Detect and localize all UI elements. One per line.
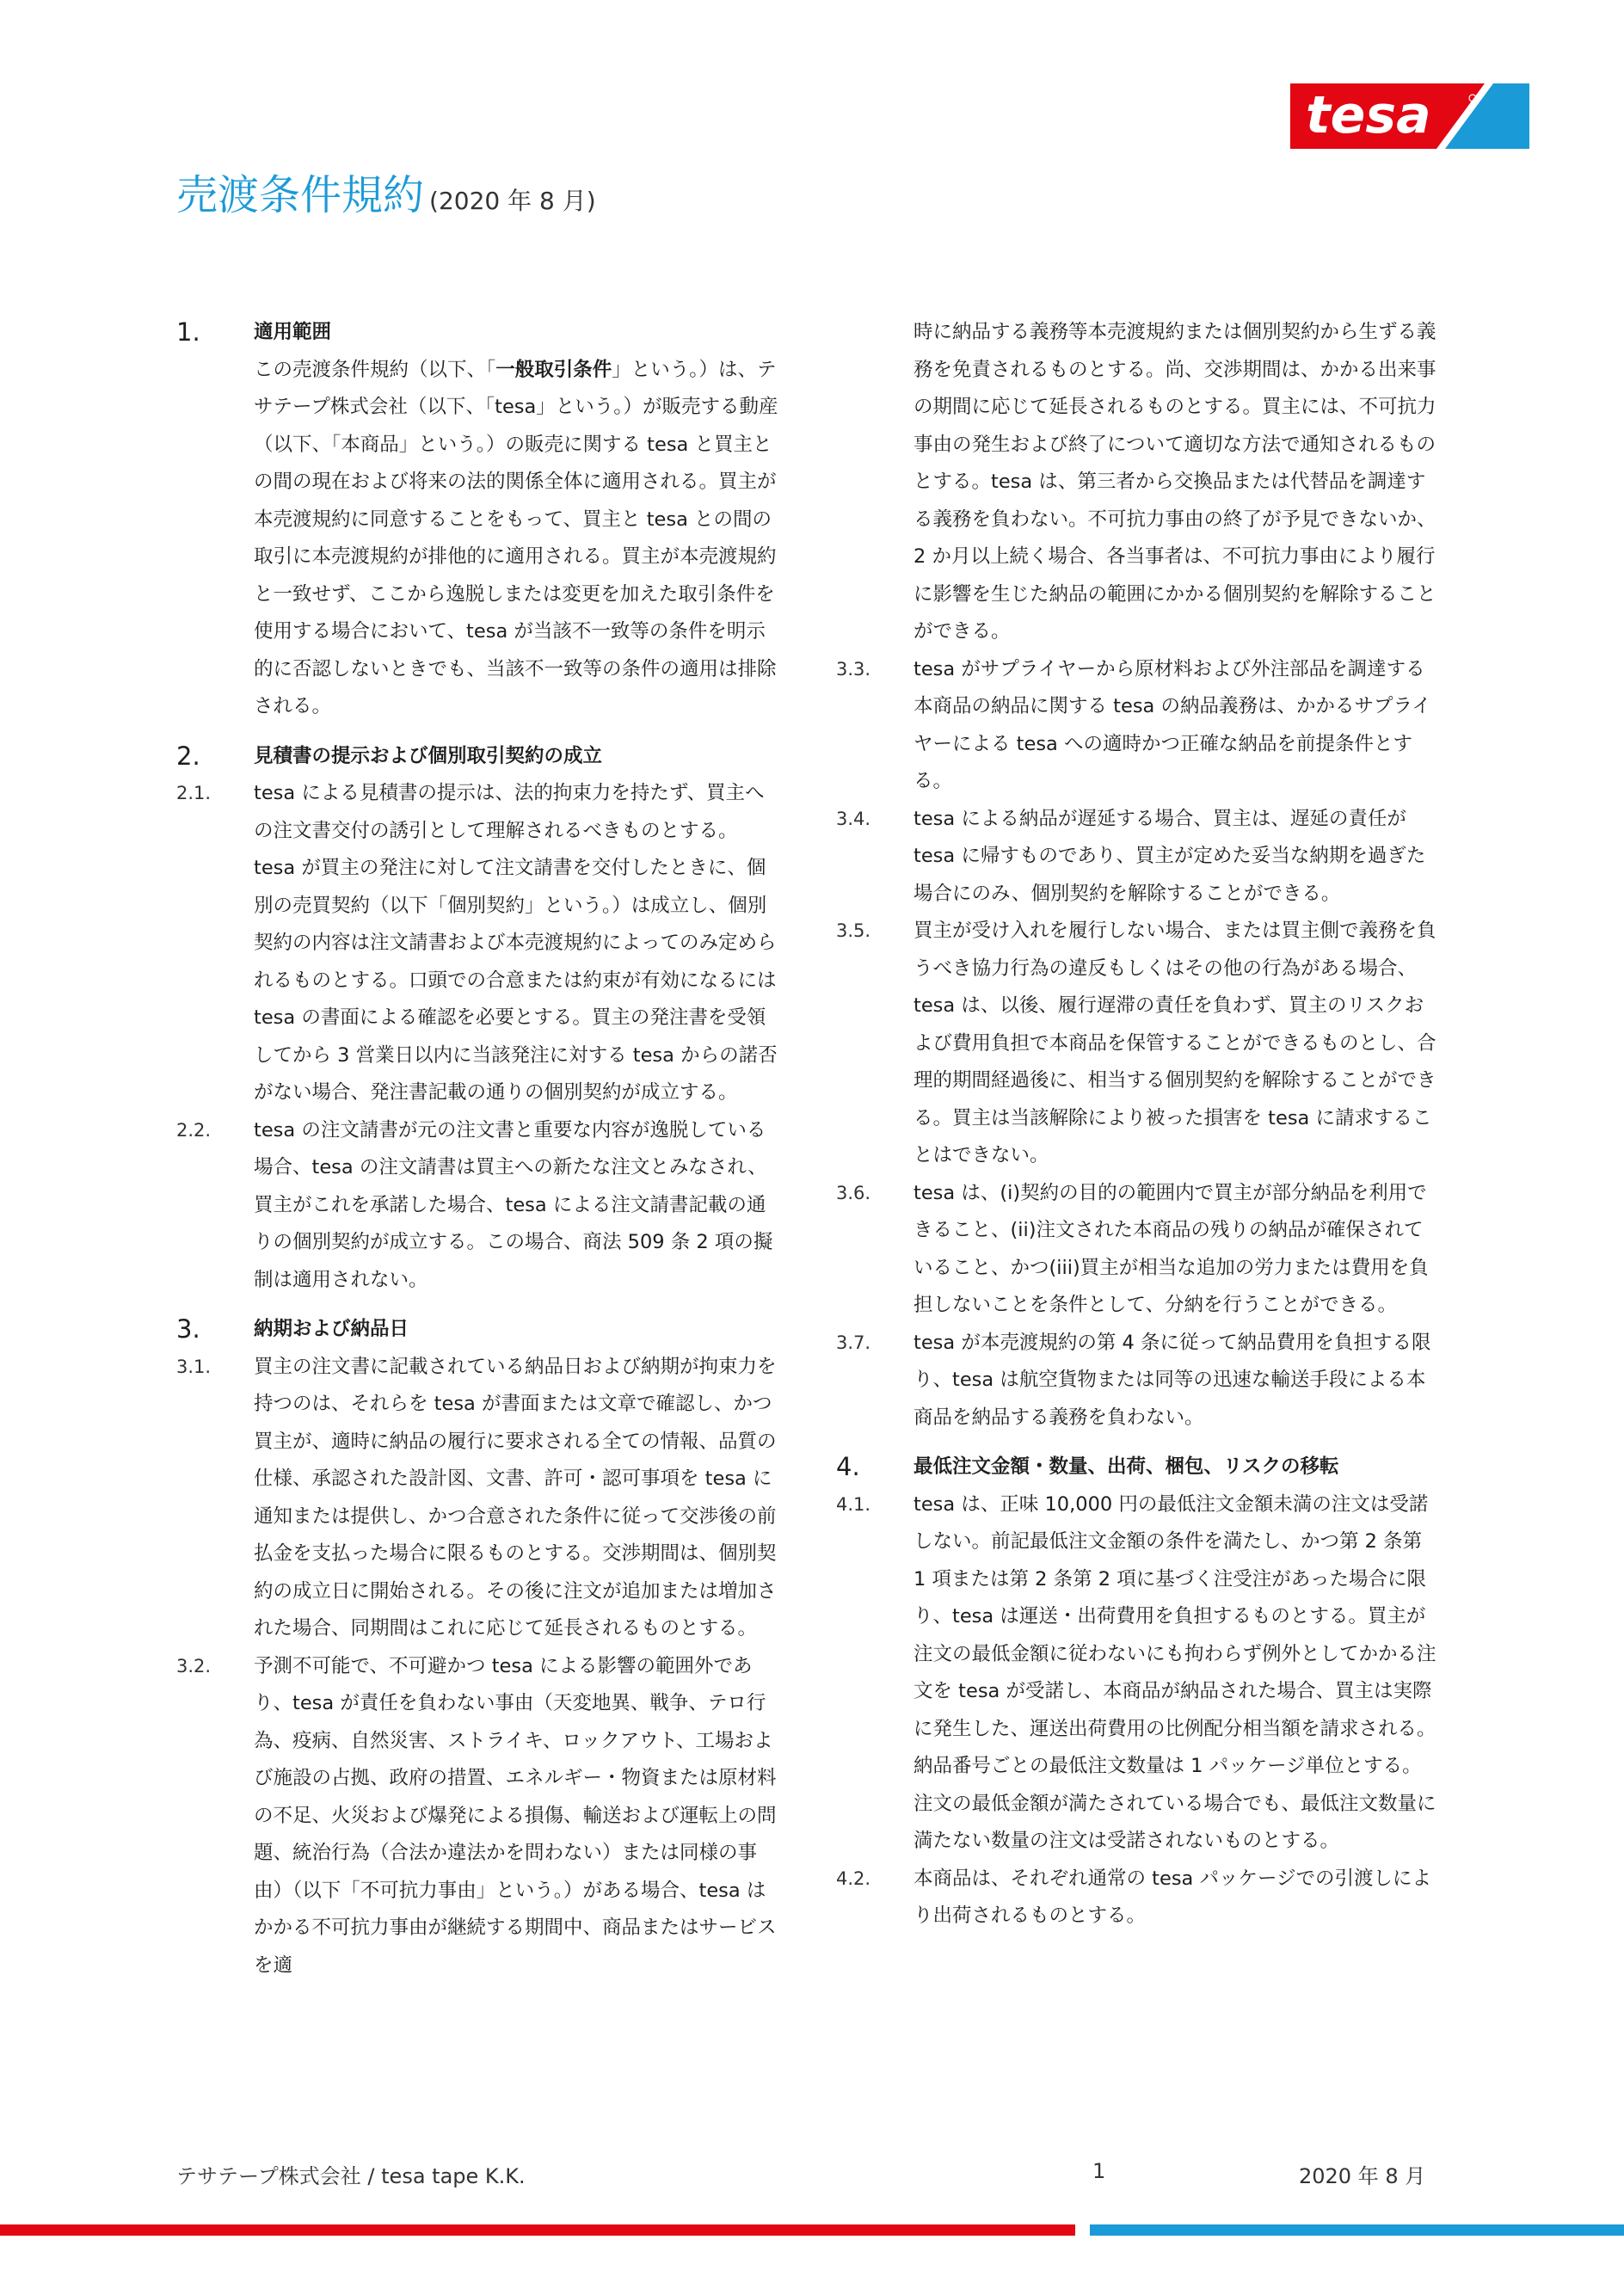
footer-blue-bar bbox=[1090, 2224, 1624, 2236]
paragraph-3-3 bbox=[836, 651, 1438, 801]
paragraph-text: tesa が本売渡規約の第 4 条に従って納品費用を負担する限り、tesa は航空貨物または同等の迅速な輸送手段による本商品を納品する義務を負わない。 bbox=[914, 1331, 1431, 1429]
section-heading bbox=[176, 314, 778, 352]
paragraph-text: tesa の注文請書が元の注文書と重要な内容が逸脱している場合、tesa の注文請書は買主への新たな注文とみなされ、買主がこれを承諾した場合、tesa による注文請書記載の通りの個別契約が成立する。この場合、商法 509 条 2 項の擬制は適用されない。 bbox=[254, 1118, 773, 1291]
paragraph-text: tesa による納品が遅延する場合、買主は、遅延の責任が tesa に帰すものであり、買主が定めた妥当な納期を過ぎた場合にのみ、個別契約を解除することができる。 bbox=[914, 807, 1426, 905]
paragraph-text: 買主が受け入れを履行しない場合、または買主側で義務を負うべき協力行為の違反もしくはその他の行為がある場合、tesa は、以後、履行遅滞の責任を負わず、買主のリスクおよび費用負担で本商品を保管することができるものとし、合理的期間経過後に、相当する個別契約を解除することができる。買主は当該解除により被った損害を tesa に請求することはできない。 bbox=[914, 920, 1436, 1166]
paragraph-4-2 bbox=[836, 1861, 1438, 1935]
text-part: この売渡条件規約（以下、「 bbox=[254, 358, 496, 381]
paragraph-text: 買主の注文書に記載されている納品日および納期が拘束力を持つのは、それらを tesa が書面または文章で確認し、かつ買主が、適時に納品の履行に要求される全ての情報、品質の仕様、承認された設計図、文書、許可・認可事項を tesa に通知または提供し、かつ合意された条件に従って交渉後の前払金を支払った場合に限るものとする。交渉期間は、個別契約の成立日に開始される。その後に注文が追加または増加された場合、同期間はこれに応じて延長されるものとする。 bbox=[254, 1355, 777, 1640]
paragraph-3-2-continued bbox=[836, 314, 1438, 651]
paragraph-text bbox=[254, 359, 778, 718]
section-number: 4. bbox=[836, 1452, 860, 1481]
paragraph-3-6 bbox=[836, 1175, 1438, 1325]
section-number: 1. bbox=[176, 317, 200, 347]
section-title: 納期および納品日 bbox=[254, 1318, 409, 1340]
paragraph-3-1 bbox=[176, 1349, 778, 1648]
right-column bbox=[836, 314, 1438, 1947]
document-title bbox=[176, 162, 596, 221]
section-2 bbox=[176, 738, 778, 1300]
footer-company: テサテープ株式会社 / tesa tape K.K. bbox=[176, 2164, 526, 2188]
tesa-logo bbox=[1290, 83, 1529, 149]
paragraph-text: tesa は、(i)契約の目的の範囲内で買主が部分納品を利用できること、(ii)注文された本商品の残りの納品が確保されていること、かつ(iii)買主が相当な追加の労力または費用を負担しないことを条件として、分納を行うことができる。 bbox=[914, 1181, 1429, 1316]
paragraph-3-7 bbox=[836, 1325, 1438, 1437]
section-title: 適用範囲 bbox=[254, 321, 332, 343]
paragraph-number: 3.2. bbox=[176, 1655, 212, 1677]
section-4 bbox=[836, 1449, 1438, 1935]
paragraph-3-4 bbox=[836, 801, 1438, 914]
paragraph-number: 2.1. bbox=[176, 783, 212, 803]
paragraph-number: 3.3. bbox=[836, 658, 871, 680]
paragraph-text: tesa による見積書の提示は、法的拘束力を持たず、買主への注文書交付の誘引として理解されるべきものとする。tesa が買主の発注に対して注文請書を交付したときに、個別の売買契約（以下「個別契約」という。）は成立し、個別契約の内容は注文請書および本売渡規約によってのみ定められるものとする。口頭での合意または約束が有効になるには tesa の書面による確認を必要とする。買主の発注書を受領してから 3 営業日以内に当該発注に対する tesa からの諾否がない場合、発注書記載の通りの個別契約が成立する。 bbox=[254, 782, 778, 1104]
left-column bbox=[176, 314, 778, 1997]
title-date: (2020 年 8 月) bbox=[429, 187, 596, 215]
footer-page-number: 1 bbox=[1092, 2159, 1106, 2183]
footer-red-bar bbox=[0, 2224, 1075, 2236]
paragraph-text: 予測不可能で、不可避かつ tesa による影響の範囲外であり、tesa が責任を負わない事由（天変地異、戦争、テロ行為、疫病、自然災害、ストライキ、ロックアウト、工場および施設の占拠、政府の措置、エネルギー・物資または原材料の不足、火災および爆発による損傷、輸送および運転上の問題、統治行為（合法か違法かを問わない）または同様の事由）（以下「不可抗力事由」という。）がある場合、tesa はかかる不可抗力事由が継続する期間中、商品またはサービスを適 bbox=[254, 1654, 777, 1977]
paragraph-2-1 bbox=[176, 775, 778, 1112]
section-heading bbox=[836, 1449, 1438, 1486]
section-number: 3. bbox=[176, 1314, 200, 1344]
defined-term: 一般取引条件 bbox=[495, 358, 612, 381]
footer-date: 2020 年 8 月 bbox=[1299, 2164, 1426, 2188]
section-title: 最低注文金額・数量、出荷、梱包、リスクの移転 bbox=[914, 1455, 1339, 1478]
section-number: 2. bbox=[176, 741, 200, 771]
section-heading bbox=[176, 1311, 778, 1349]
paragraph-text: tesa がサプライヤーから原材料および外注部品を調達する本商品の納品に関する tesa の納品義務は、かかるサプライヤーによる tesa への適時かつ正確な納品を前提条件とする。 bbox=[914, 657, 1431, 792]
section-3 bbox=[176, 1311, 778, 1984]
section-1 bbox=[176, 314, 778, 726]
paragraph-text: tesa は、正味 10,000 円の最低注文金額未満の注文は受諾しない。前記最低注文金額の条件を満たし、かつ第 2 条第 1 項または第 2 条第 2 項に基づく注受注があった場合に限り、tesa は運送・出荷費用を負担するものとする。買主が注文の最低金額に従わないにも拘わらず例外としてかかる注文を tesa が受諾し、本商品が納品された場合、買主は実際に発生した、運送出荷費用の比例配分相当額を請求される。納品番号ごとの最低注文数量は 1 パッケージ単位とする。注文の最低金額が満たされている場合でも、最低注文数量に満たない数量の注文は受諾されないものとする。 bbox=[914, 1492, 1436, 1852]
paragraph-text: 本商品は、それぞれ通常の tesa パッケージでの引渡しにより出荷されるものとする。 bbox=[914, 1867, 1432, 1927]
section-heading bbox=[176, 738, 778, 776]
paragraph-3-5 bbox=[836, 913, 1438, 1175]
section-title: 見積書の提示および個別取引契約の成立 bbox=[254, 744, 603, 767]
paragraph-text: 時に納品する義務等本売渡規約または個別契約から生ずる義務を免責されるものとする。尚、交渉期間は、かかる出来事の期間に応じて延長されるものとする。買主には、不可抗力事由の発生および終了について適切な方法で通知されるものとする。tesa は、第三者から交換品または代替品を調達する義務を負わない。不可抗力事由の終了が予見できないか、2 か月以上続く場合、各当事者は、不可抗力事由により履行に影響を生じた納品の範囲にかかる個別契約を解除することができる。 bbox=[914, 321, 1436, 643]
paragraph-number: 3.7. bbox=[836, 1332, 871, 1353]
paragraph-4-1 bbox=[836, 1486, 1438, 1861]
paragraph-number: 3.4. bbox=[836, 808, 871, 829]
paragraph bbox=[176, 352, 778, 726]
paragraph-3-2 bbox=[176, 1648, 778, 1985]
paragraph-number: 4.2. bbox=[836, 1867, 871, 1889]
paragraph-number: 3.5. bbox=[836, 920, 871, 941]
paragraph-number: 2.2. bbox=[176, 1119, 212, 1141]
section-3-continued bbox=[836, 314, 1438, 1437]
logo-wordmark: tesa bbox=[1306, 85, 1431, 145]
paragraph-number: 3.6. bbox=[836, 1182, 871, 1203]
text-part: 」という。）は、テサテープ株式会社（以下、「tesa」という。）が販売する動産（以下、「本商品」という。）の販売に関する tesa と買主との間の現在および将来の法的関係全体に適用される。買主が本売渡規約に同意することをもって、買主と tesa との間の取引に本売渡規約が排他的に適用される。買主が本売渡規約と一致せず、ここから逸脱しまたは変更を加えた取引条件を使用する場合において、tesa が当該不一致等の条件を明示的に否認しないときでも、当該不一致等の条件の適用は排除される。 bbox=[254, 358, 778, 717]
paragraph-2-2 bbox=[176, 1112, 778, 1300]
paragraph-number: 3.1. bbox=[176, 1356, 212, 1377]
paragraph-number: 4.1. bbox=[836, 1493, 871, 1515]
title-main: 売渡条件規約 bbox=[176, 171, 425, 219]
